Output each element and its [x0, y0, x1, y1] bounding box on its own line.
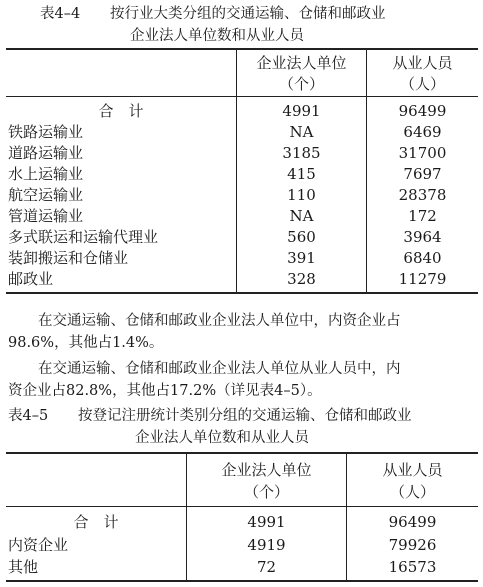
paragraph-1-line2: 98.6%，其他占1.4%。: [8, 335, 164, 351]
row-employees: 96499: [388, 513, 437, 531]
row-employees: 11279: [398, 270, 447, 288]
table1-header-rule: [6, 96, 478, 97]
row-label: 水上运输业: [8, 165, 84, 183]
row-employees: 6840: [403, 249, 442, 267]
table1-col1-unit: （个）: [278, 75, 324, 93]
row-units: 560: [287, 228, 316, 246]
row-units: 391: [287, 249, 316, 267]
row-employees: 28378: [398, 186, 447, 204]
row-units: 328: [287, 270, 316, 288]
row-label: 邮政业: [8, 270, 54, 288]
row-employees: 79926: [388, 536, 437, 554]
row-employees: 6469: [403, 123, 442, 141]
paragraph-2: [8, 358, 476, 402]
table2-col2-unit: （人）: [389, 483, 435, 501]
paragraph-2-line1: 在交通运输、仓储和邮政业企业法人单位从业人员中，内: [38, 361, 401, 377]
table2-number: 表4–5: [8, 408, 49, 424]
table1-title-line2: 企业法人单位数和从业人员: [130, 28, 304, 44]
table1-top-rule: [6, 48, 478, 50]
row-label: 航空运输业: [8, 186, 84, 204]
table2-title-line2: 企业法人单位数和从业人员: [135, 430, 309, 446]
row-employees: 16573: [388, 558, 437, 576]
row-units: 4991: [282, 102, 321, 120]
table1-col2-header: 从业人员: [392, 54, 453, 72]
table2-header-rule: [6, 506, 478, 507]
row-label: 道路运输业: [8, 144, 84, 162]
row-label: 多式联运和运输代理业: [8, 228, 159, 246]
row-employees: 3964: [403, 228, 442, 246]
row-units: NA: [289, 123, 314, 141]
paragraph-1: [8, 310, 476, 354]
row-units: NA: [289, 207, 314, 225]
row-employees: 31700: [398, 144, 447, 162]
table1-col2-unit: （人）: [399, 75, 445, 93]
row-units: 72: [256, 558, 277, 576]
row-label: 其他: [8, 558, 39, 576]
table1-col1-header: 企业法人单位: [256, 54, 347, 72]
table1-number: 表4–4: [40, 6, 81, 22]
table2-top-rule: [6, 452, 478, 454]
row-employees: 96499: [398, 102, 447, 120]
row-label: 装卸搬运和仓储业: [8, 249, 129, 267]
paragraph-2-line2: 资企业占82.8%，其他占17.2%（详见表4–5）。: [8, 383, 322, 399]
row-employees: 7697: [403, 165, 442, 183]
row-units: 3185: [282, 144, 321, 162]
row-label: 合 计: [98, 102, 144, 120]
table2-title-line1: 按登记注册统计类别分组的交通运输、仓储和邮政业: [78, 408, 412, 424]
row-employees: 172: [408, 207, 437, 225]
row-label: 合 计: [73, 513, 119, 531]
row-units: 415: [287, 165, 316, 183]
table1-bottom-rule: [6, 292, 478, 294]
row-units: 110: [287, 186, 316, 204]
row-units: 4919: [247, 536, 286, 554]
table2-col2-header: 从业人员: [382, 461, 443, 479]
row-label: 内资企业: [8, 536, 69, 554]
paragraph-1-line1: 在交通运输、仓储和邮政业企业法人单位中，内资企业占: [38, 313, 401, 329]
row-units: 4991: [247, 513, 286, 531]
table1-title-line1: 按行业大类分组的交通运输、仓储和邮政业: [110, 6, 386, 22]
table2-bottom-rule: [6, 580, 478, 582]
table2-col1-header: 企业法人单位: [221, 461, 312, 479]
row-label: 管道运输业: [8, 207, 84, 225]
row-label: 铁路运输业: [8, 123, 84, 141]
table2-col1-unit: （个）: [243, 483, 289, 501]
